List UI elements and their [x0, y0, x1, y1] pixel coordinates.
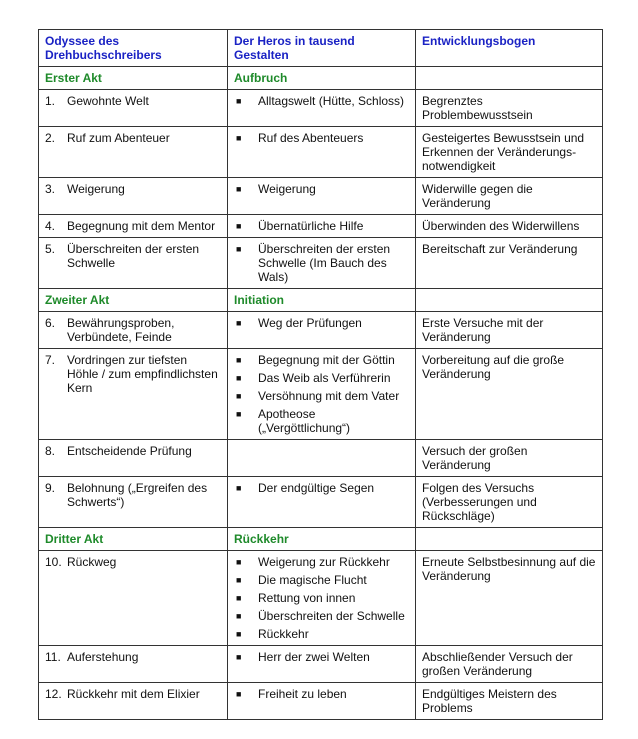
hero-item-text: Apotheose („Vergöttlichung“) [258, 407, 351, 435]
arc-cell: Vorbereitung auf die große Veränderung [416, 349, 603, 440]
bullet-icon: ■ [236, 557, 242, 567]
stage-label: Aufbruch [228, 67, 416, 90]
table-row [39, 349, 603, 440]
table-body [39, 30, 603, 720]
hero-item-text: Weigerung zur Rückkehr [258, 555, 390, 569]
step-text: Ruf zum Abenteuer [67, 131, 170, 145]
act-header-row [39, 67, 603, 90]
step-text: Überschreiten der ersten Schwelle [67, 242, 200, 270]
list-item [234, 219, 409, 233]
step-cell [39, 178, 228, 215]
step-cell [39, 349, 228, 440]
numbered-step [45, 131, 221, 145]
numbered-step [45, 353, 221, 395]
hero-list [234, 687, 409, 701]
step-number: 8. [45, 444, 56, 458]
hero-cell [228, 215, 416, 238]
hero-cell [228, 349, 416, 440]
list-item [234, 407, 409, 435]
table-row [39, 215, 603, 238]
hero-item-text: Alltagswelt (Hütte, Schloss) [258, 94, 405, 108]
step-text: Rückkehr mit dem Elixier [67, 687, 200, 701]
step-cell [39, 440, 228, 477]
arc-cell: Überwinden des Widerwillens [416, 215, 603, 238]
step-text: Gewohnte Welt [67, 94, 149, 108]
hero-cell [228, 477, 416, 528]
list-item [234, 131, 409, 145]
bullet-icon: ■ [236, 318, 242, 328]
step-cell [39, 238, 228, 289]
numbered-step [45, 219, 221, 233]
list-item [234, 94, 409, 108]
step-cell [39, 477, 228, 528]
step-number: 5. [45, 242, 56, 256]
table-row [39, 127, 603, 178]
hero-item-text: Rückkehr [258, 627, 309, 641]
step-number: 6. [45, 316, 56, 330]
hero-cell [228, 238, 416, 289]
list-item [234, 650, 409, 664]
numbered-step [45, 650, 221, 664]
table-row [39, 178, 603, 215]
arc-cell: Folgen des Versuchs (Verbesserungen und Rückschläge) [416, 477, 603, 528]
bullet-icon: ■ [236, 629, 242, 639]
arc-cell: Widerwille gegen die Veränderung [416, 178, 603, 215]
hero-item-text: Überschreiten der ersten Schwelle (Im Bauch des Wals) [258, 242, 391, 284]
list-item [234, 573, 409, 587]
hero-cell [228, 646, 416, 683]
bullet-icon: ■ [236, 483, 242, 493]
bullet-icon: ■ [236, 244, 242, 254]
act-header-row [39, 528, 603, 551]
hero-list [234, 242, 409, 284]
step-cell [39, 215, 228, 238]
hero-item-text: Freiheit zu leben [258, 687, 347, 701]
step-text: Vordringen zur tiefsten Höhle / zum empfindlichsten Kern [67, 353, 218, 395]
heros-journey-table [38, 29, 603, 720]
list-item [234, 242, 409, 284]
step-number: 3. [45, 182, 56, 196]
header-heros: Der Heros in tausend Gestalten [228, 30, 416, 67]
step-cell [39, 312, 228, 349]
bullet-icon: ■ [236, 133, 242, 143]
arc-cell: Begrenztes Problembewusstsein [416, 90, 603, 127]
table-row [39, 312, 603, 349]
numbered-step [45, 555, 221, 569]
bullet-icon: ■ [236, 652, 242, 662]
empty-cell [416, 67, 603, 90]
list-item [234, 687, 409, 701]
hero-cell [228, 551, 416, 646]
list-item [234, 609, 409, 623]
list-item [234, 627, 409, 641]
list-item [234, 353, 409, 367]
numbered-step [45, 242, 221, 270]
step-number: 11. [45, 650, 61, 664]
bullet-icon: ■ [236, 96, 242, 106]
act-label: Dritter Akt [39, 528, 228, 551]
bullet-icon: ■ [236, 409, 242, 419]
hero-item-text: Weg der Prüfungen [258, 316, 362, 330]
step-number: 4. [45, 219, 56, 233]
hero-list [234, 353, 409, 435]
bullet-icon: ■ [236, 355, 242, 365]
hero-item-text: Rettung von innen [258, 591, 356, 605]
act-label: Erster Akt [39, 67, 228, 90]
hero-item-text: Weigerung [258, 182, 316, 196]
hero-cell [228, 90, 416, 127]
header-odyssee: Odyssee des Drehbuchschreibers [39, 30, 228, 67]
empty-cell [416, 289, 603, 312]
numbered-step [45, 687, 221, 701]
hero-list [234, 316, 409, 330]
header-row [39, 30, 603, 67]
table-row [39, 477, 603, 528]
table-row [39, 90, 603, 127]
hero-cell [228, 440, 416, 477]
hero-item-text: Das Weib als Verführerin [258, 371, 391, 385]
hero-item-text: Versöhnung mit dem Vater [258, 389, 400, 403]
step-cell [39, 90, 228, 127]
numbered-step [45, 444, 221, 458]
bullet-icon: ■ [236, 611, 242, 621]
step-cell [39, 127, 228, 178]
step-text: Bewährungsproben, Verbündete, Feinde [67, 316, 175, 344]
hero-list [234, 555, 409, 641]
step-text: Begegnung mit dem Mentor [67, 219, 216, 233]
step-text: Belohnung („Ergreifen des Schwerts“) [67, 481, 208, 509]
list-item [234, 371, 409, 385]
list-item [234, 481, 409, 495]
step-text: Rückweg [67, 555, 117, 569]
table-row [39, 683, 603, 720]
hero-list [234, 481, 409, 495]
hero-cell [228, 312, 416, 349]
numbered-step [45, 481, 221, 509]
step-number: 9. [45, 481, 56, 495]
hero-list [234, 131, 409, 145]
step-number: 1. [45, 94, 56, 108]
stage-label: Initiation [228, 289, 416, 312]
hero-list [234, 182, 409, 196]
bullet-icon: ■ [236, 373, 242, 383]
numbered-step [45, 182, 221, 196]
hero-cell [228, 178, 416, 215]
arc-cell: Bereitschaft zur Veränderung [416, 238, 603, 289]
list-item [234, 389, 409, 403]
step-number: 7. [45, 353, 56, 367]
list-item [234, 182, 409, 196]
table-row [39, 551, 603, 646]
numbered-step [45, 94, 221, 108]
hero-cell [228, 683, 416, 720]
hero-item-text: Begegnung mit der Göttin [258, 353, 395, 367]
arc-cell: Erste Versuche mit der Veränderung [416, 312, 603, 349]
table-row [39, 238, 603, 289]
hero-list [234, 94, 409, 108]
step-cell [39, 683, 228, 720]
numbered-step [45, 316, 221, 344]
step-number: 10. [45, 555, 62, 569]
step-number: 12. [45, 687, 62, 701]
table-row [39, 440, 603, 477]
hero-cell [228, 127, 416, 178]
hero-list [234, 219, 409, 233]
arc-cell: Versuch der großen Veränderung [416, 440, 603, 477]
table-row [39, 646, 603, 683]
bullet-icon: ■ [236, 221, 242, 231]
arc-cell: Gesteigertes Bewusstsein und Erkennen der Veränderungs-notwendigkeit [416, 127, 603, 178]
hero-item-text: Übernatürliche Hilfe [258, 219, 364, 233]
bullet-icon: ■ [236, 575, 242, 585]
header-entwicklungsbogen: Entwicklungsbogen [416, 30, 603, 67]
list-item [234, 591, 409, 605]
hero-item-text: Der endgültige Segen [258, 481, 375, 495]
arc-cell: Abschließender Versuch der großen Veränderung [416, 646, 603, 683]
hero-item-text: Die magische Flucht [258, 573, 367, 587]
arc-cell: Erneute Selbstbesinnung auf die Veränderung [416, 551, 603, 646]
bullet-icon: ■ [236, 184, 242, 194]
bullet-icon: ■ [236, 593, 242, 603]
step-text: Auferstehung [67, 650, 139, 664]
stage-label: Rückkehr [228, 528, 416, 551]
arc-cell: Endgültiges Meistern des Problems [416, 683, 603, 720]
empty-cell [416, 528, 603, 551]
bullet-icon: ■ [236, 689, 242, 699]
step-cell [39, 646, 228, 683]
list-item [234, 316, 409, 330]
act-header-row [39, 289, 603, 312]
hero-list [234, 650, 409, 664]
step-cell [39, 551, 228, 646]
hero-item-text: Herr der zwei Welten [258, 650, 370, 664]
step-text: Weigerung [67, 182, 125, 196]
step-text: Entscheidende Prüfung [67, 444, 192, 458]
hero-item-text: Überschreiten der Schwelle [258, 609, 405, 623]
act-label: Zweiter Akt [39, 289, 228, 312]
step-number: 2. [45, 131, 56, 145]
bullet-icon: ■ [236, 391, 242, 401]
list-item [234, 555, 409, 569]
hero-item-text: Ruf des Abenteuers [258, 131, 364, 145]
